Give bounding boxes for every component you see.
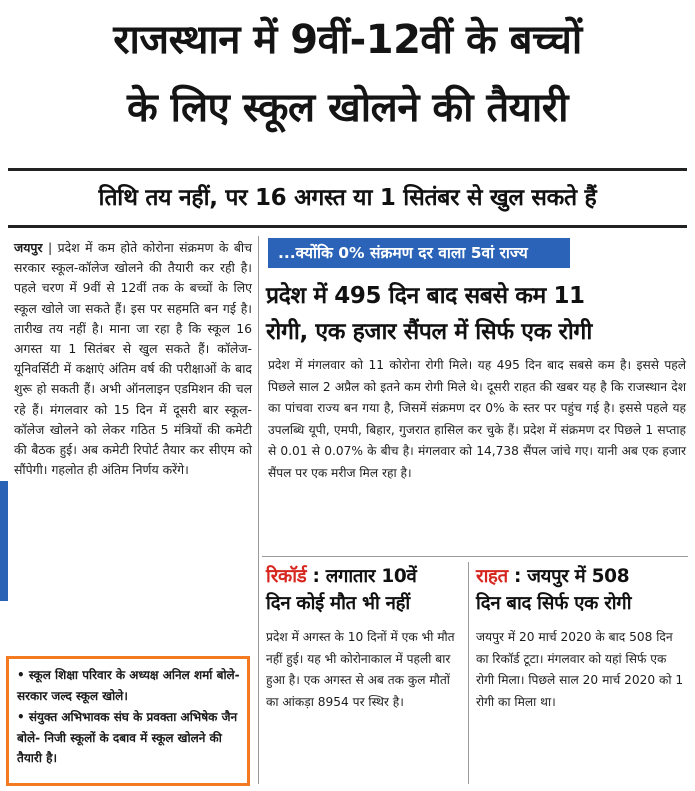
sub-column-divider [468, 562, 469, 784]
highlight-point: • स्कूल शिक्षा परिवार के अध्यक्ष अनिल शर्मा बोले- सरकार जल्द स्कूल खोले। [17, 668, 240, 703]
section-divider [262, 556, 688, 557]
headline-line-1: राजस्थान में 9वीं-12वीं के बच्चों [113, 17, 582, 63]
main-story-headline [266, 278, 686, 350]
relief-headline-rest: : जयपुर में 508 [507, 566, 630, 587]
dateline-separator: | [42, 240, 58, 255]
relief-headline-line-2: दिन बाद सिर्फ एक रोगी [476, 593, 632, 614]
left-column-story [14, 238, 252, 480]
edge-color-strip [0, 481, 8, 601]
column-divider [258, 236, 259, 784]
record-story-body: प्रदेश में अगस्त के 10 दिनों में एक भी मौत नहीं हुई। यह भी कोरोनाकाल में पहली बार हुआ है। एक अगस्त से अब तक कुल मौतों का आंकड़ा 8954 पर स्थिर है। [266, 630, 455, 709]
record-headline-rest: : लगातार 10वें [306, 566, 417, 587]
highlight-box [6, 656, 250, 786]
record-kicker: रिकॉर्ड [266, 566, 307, 587]
left-column-body: प्रदेश में कम होते कोरोना संक्रमण के बीच सरकार स्कूल-कॉलेज खोलने की तैयारी कर रही है। पहले चरण में 9वीं से 12वीं तक के बच्चों के लिए स्कूल खोले जा सकते हैं। इस पर सहमति बन गई है। तारीख तय नहीं है। माना जा रहा है कि स्कूल 16 अगस्त या 1 सितंबर से खुल सकते हैं। कॉलेज-यूनिवर्सिटी में कक्षाएं अंतिम वर्ष की परीक्षाओं के बाद शुरू हो सकती हैं। अभी ऑनलाइन एडमिशन की चल रहे हैं। मंगलवार को 15 दिन में दूसरी बार स्कूल-कॉलेज खोलने को लेकर गठित 5 मंत्रियों की कमेटी की बैठक हुई। अब कमेटी रिपोर्ट तैयार कर सीएम को सौंपेगी। गहलोत ही अंतिम निर्णय करेंगे। [14, 240, 252, 478]
record-story-headline [266, 563, 464, 617]
relief-story-body: जयपुर में 20 मार्च 2020 के बाद 508 दिन का रिकॉर्ड टूटा। मंगलवार को यहां सिर्फ एक रोगी मिला। पिछले साल 20 मार्च 2020 को 1 रोगी का मिला था। [476, 630, 684, 709]
subheadline-top-rule [8, 168, 687, 171]
main-story-body: प्रदेश में मंगलवार को 11 कोरोना रोगी मिले। यह 495 दिन बाद सबसे कम है। इससे पहले पिछले साल 2 अप्रैल को इतने कम रोगी मिले थे। दूसरी राहत की खबर यह है कि राजस्थान देश का पांचवा राज्य बन गया है, जिसमें संक्रमण दर 0% के स्तर पर पहुंच गई है। इससे पहले यह उपलब्धि यूपी, एमपी, बिहार, गुजरात हासिल कर चुके हैं। प्रदेश में संक्रमण दर पिछले 1 सप्ताह से 0.01 से 0.07% के बीच है। मंगलवार को 14,738 सैंपल जांचे गए। यानी अब एक हजार सैंपल पर एक मरीज मिल रहा है। [268, 358, 686, 480]
main-headline-line-2: रोगी, एक हजार सैंपल में सिर्फ एक रोगी [266, 319, 592, 345]
headline-line-2: के लिए स्कूल खोलने की तैयारी [127, 85, 568, 131]
main-headline-line-1: प्रदेश में 495 दिन बाद सबसे कम 11 [266, 283, 585, 309]
relief-kicker: राहत [476, 566, 508, 587]
relief-story-headline [476, 563, 688, 617]
record-headline-line-2: दिन कोई मौत भी नहीं [266, 593, 410, 614]
dateline: जयपुर [14, 240, 43, 255]
highlight-point: • संयुक्त अभिभावक संघ के प्रवक्ता अभिषेक जैन बोले- निजी स्कूलों के दबाव में स्कूल खोलने की तैयारी है। [17, 710, 238, 765]
subheadline-bottom-rule [8, 225, 687, 228]
story-tag-bar: ...क्योंकि 0% संक्रमण दर वाला 5वां राज्य [268, 238, 570, 268]
subheadline: तिथि तय नहीं, पर 16 अगस्त या 1 सितंबर से खुल सकते हैं [98, 185, 597, 211]
